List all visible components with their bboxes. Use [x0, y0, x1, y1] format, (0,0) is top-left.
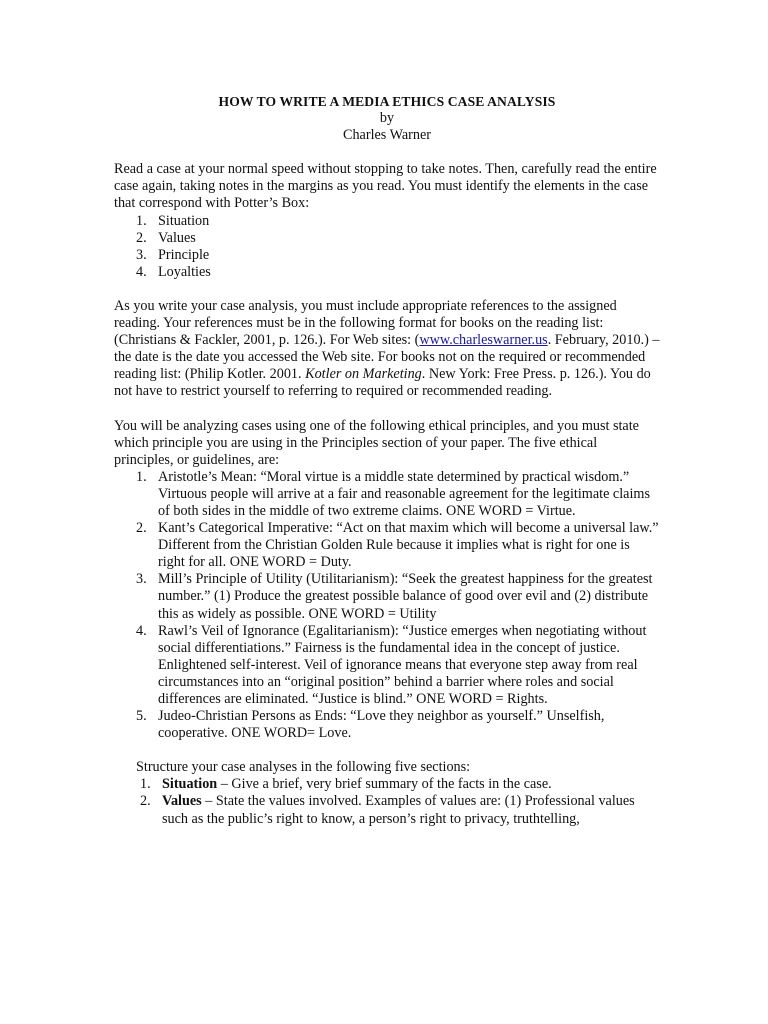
list-number: 2. — [140, 793, 151, 810]
list-number: 3. — [136, 246, 147, 263]
principles-intro-paragraph: You will be analyzing cases using one of the following ethical principles, and you must state which principle you are using in the Principles section of your paper. The five ethical principles, or guidelines, are: — [114, 417, 639, 468]
list-item — [114, 623, 660, 708]
list-item — [114, 469, 660, 520]
references-text-1: As you write your case analysis, you must include appropriate references to the assigned reading. Your references must be in the following format for books on the reading list: (Christians & Fackler, 2001, p. 126.). For Web sites: ( — [114, 297, 617, 349]
spacer — [114, 401, 660, 418]
list-number: 2. — [136, 229, 147, 246]
spacer — [114, 144, 660, 161]
list-item — [114, 247, 660, 264]
list-item-label: Situation — [158, 212, 210, 229]
references-text-3: . New York: Free Press. p. 126.). You do not have to restrict yourself to referring to required or recommended reading. — [114, 366, 651, 400]
structure-intro: Structure your case analyses in the following five sections: — [136, 759, 471, 776]
principle-text: Kant’s Categorical Imperative: “Act on that maxim which will become a universal law.” Different from the Christian Golden Rule because it implies what is right for one is right for all. ONE WORD = Duty. — [158, 520, 659, 571]
list-item — [114, 213, 660, 230]
section-text: – Give a brief, very brief summary of the facts in the case. — [217, 776, 552, 793]
list-number: 1. — [136, 212, 147, 229]
book-title: Kotler on Marketing — [305, 366, 422, 383]
section-text: – State the values involved. Examples of values are: (1) Professional values such as the public’s right to know, a person’s right to privacy, truthtelling, — [162, 793, 635, 827]
potters-box-list — [114, 213, 660, 281]
intro-paragraph: Read a case at your normal speed without stopping to take notes. Then, carefully read the entire case again, taking notes in the margins as you read. You must identify the elements in the case that correspond with Potter’s Box: — [114, 161, 657, 212]
section-label: Situation — [162, 776, 218, 793]
list-number: 3. — [136, 571, 147, 588]
author-name: Charles Warner — [342, 127, 432, 144]
document-page — [114, 93, 660, 828]
document-header — [114, 93, 660, 144]
list-item — [114, 776, 660, 793]
document-title: HOW TO WRITE A MEDIA ETHICS CASE ANALYSIS — [218, 94, 556, 109]
list-number: 2. — [136, 520, 147, 537]
list-item — [114, 571, 660, 622]
principle-text: Mill’s Principle of Utility (Utilitarianism): “Seek the greatest happiness for the greatest number.” (1) Produce the greatest possible balance of good over evil and (2) distribute this as widely as possible. ONE WORD = Utility — [158, 571, 653, 622]
principle-text: Aristotle’s Mean: “Moral virtue is a middle state determined by practical wisdom.” Virtuous people will arrive at a fair and reasonable agreement for the legitimate claims of both sides in the middle of two extreme claims. ONE WORD = Virtue. — [158, 468, 650, 519]
list-item-label: Values — [158, 229, 196, 246]
spacer — [114, 281, 660, 298]
list-number: 5. — [136, 708, 147, 725]
list-item — [114, 520, 660, 571]
list-item — [114, 264, 660, 281]
principle-text: Rawl’s Veil of Ignorance (Egalitarianism): “Justice emerges when negotiating without social differentiations.” Fairness is the fundamental idea in the concept of justice. Enlightened self-interest. Veil of ignorance means that everyone step away from real circumstances into an “original position” behind a barrier where roles and social differences are eliminated. “Justice is blind.” ONE WORD = Rights. — [158, 622, 647, 707]
list-number: 1. — [140, 776, 151, 793]
website-link[interactable]: www.charleswarner.us — [419, 332, 548, 349]
references-paragraph — [114, 298, 660, 401]
byline-by: by — [379, 110, 395, 127]
list-item-label: Loyalties — [158, 263, 211, 280]
list-item-label: Principle — [158, 246, 210, 263]
list-item — [114, 708, 660, 742]
list-item — [114, 793, 660, 827]
section-label: Values — [162, 793, 202, 810]
principle-text: Judeo-Christian Persons as Ends: “Love they neighbor as yourself.” Unselfish, cooperative. ONE WORD= Love. — [158, 708, 605, 742]
references-text-2: . February, 2010.) – the date is the date you accessed the Web site. For books not on the required or recommended reading list: (Philip Kotler. 2001. — [114, 332, 660, 383]
list-number: 1. — [136, 468, 147, 485]
list-item — [114, 230, 660, 247]
ethical-principles-list — [114, 469, 660, 743]
spacer — [114, 742, 660, 759]
structure-sections-list — [114, 776, 660, 827]
list-number: 4. — [136, 263, 147, 280]
list-number: 4. — [136, 622, 147, 639]
